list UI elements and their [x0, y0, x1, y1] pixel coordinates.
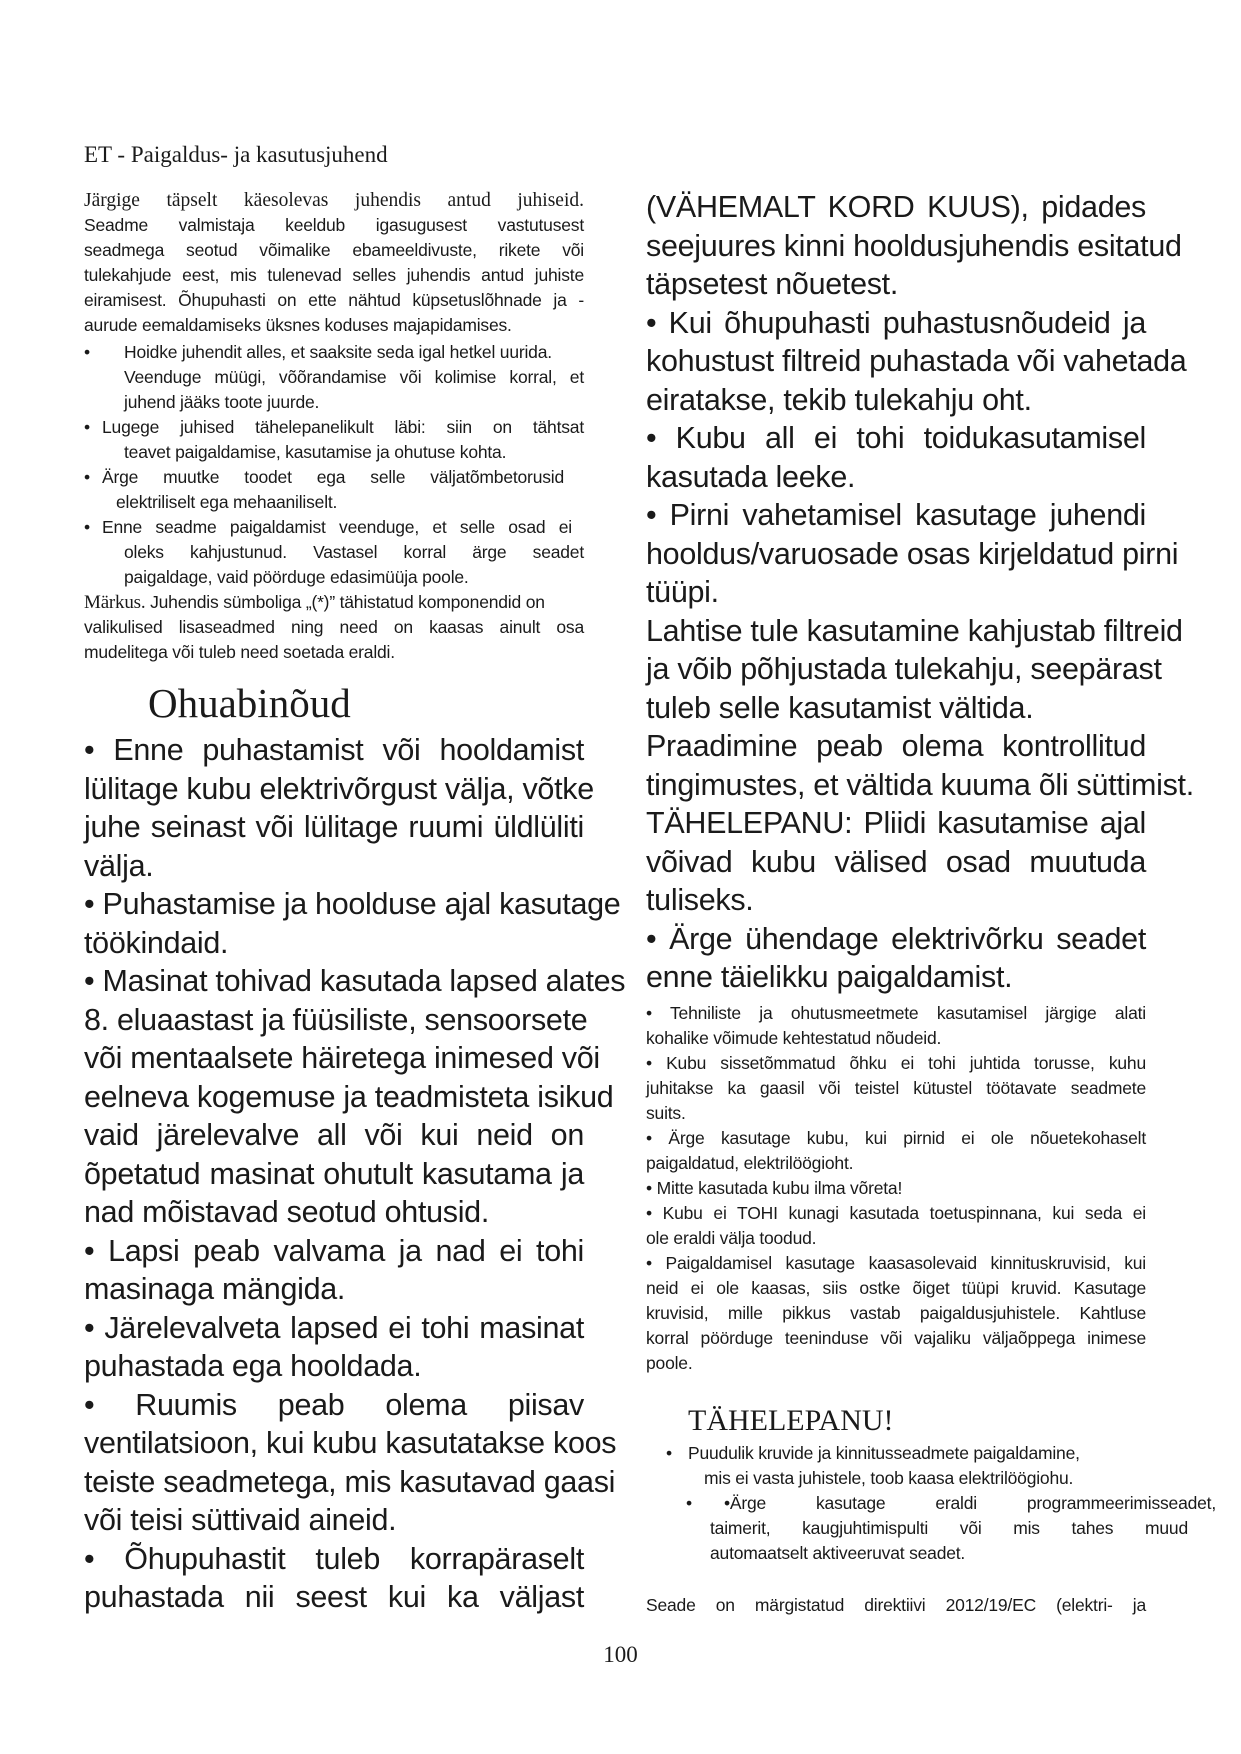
large-line: töökindaid.	[84, 925, 229, 960]
large-line: • Enne puhastamist või hooldamist	[84, 733, 584, 767]
large-line: Praadimine peab olema kontrollitud	[646, 729, 1146, 763]
large-line: • Ärge ühendage elektrivõrku seadet	[646, 921, 1146, 956]
small-line: • Kubu ei TOHI kunagi kasutada toetuspinnana, kui seda ei	[646, 1202, 1146, 1223]
large-line: võivad kubu välised osad muutuda	[646, 844, 1146, 879]
large-line: tingimustes, et vältida kuuma õli süttimist.	[646, 767, 1194, 802]
large-line: lülitage kubu elektrivõrgust välja, võtke	[84, 771, 594, 806]
large-line: kohustust filtreid puhastada või vahetada	[646, 344, 1187, 378]
safety-paragraph	[84, 731, 626, 1617]
bullet-line: elektriliselt ega mehaaniliselt.	[116, 492, 338, 512]
small-bullet-list	[84, 340, 584, 590]
intro-paragraph	[84, 213, 584, 338]
document-header	[84, 140, 388, 170]
large-line: • Kubu all ei tohi toidukasutamisel	[646, 421, 1146, 455]
bullet-line: Lugege juhised tähelepanelikult läbi: siin on tähtsat	[102, 417, 584, 437]
small-bullet-item	[84, 515, 584, 590]
large-line: (VÄHEMALT KORD KUUS), pidades	[646, 190, 1146, 224]
bullet-icon: •	[84, 517, 90, 537]
intro-line: aurude eemaldamiseks üksnes koduses majapidamises.	[84, 315, 512, 335]
section-title: Ohuabinõud	[148, 680, 351, 726]
page-number: 100	[603, 1642, 638, 1667]
warning-line: mis ei vasta juhistele, toob kaasa elektrilöögiohu.	[704, 1467, 1074, 1488]
large-line: masinaga mängida.	[84, 1272, 346, 1306]
large-line: • Kui õhupuhasti puhastusnõudeid ja	[646, 305, 1146, 340]
large-line: või teisi süttivaid aineid.	[84, 1503, 397, 1537]
right-column	[646, 188, 1216, 1618]
large-line: eiratakse, tekib tulekahju oht.	[646, 382, 1032, 417]
right-safety-paragraph	[646, 188, 1194, 997]
note-paragraph	[84, 590, 584, 665]
note-first-line	[84, 590, 584, 615]
large-line: TÄHELEPANU: Pliidi kasutamise ajal	[646, 806, 1146, 840]
bullet-line: oleks kahjustunud. Vastasel korral ärge seadet	[124, 542, 584, 562]
large-line: või mentaalsete häiretega inimesed või	[84, 1041, 600, 1075]
warning-line: taimerit, kaugjuhtimispulti või mis tahes muud	[710, 1517, 1188, 1538]
bullet-line: Veenduge müügi, võõrandamise või kolimise korral, et	[124, 367, 584, 387]
large-line: 8. eluaastast ja füüsiliste, sensoorsete	[84, 1002, 588, 1037]
large-line: seejuures kinni hooldusjuhendis esitatud	[646, 228, 1182, 263]
small-line: juhitakse ka gaasil või teistel kütustel töötavate seadmete	[646, 1077, 1146, 1098]
warning-line: automaatselt aktiveeruvat seadet.	[710, 1542, 966, 1563]
left-column	[84, 188, 626, 1617]
large-line: • Masinat tohivad kasutada lapsed alates	[84, 964, 626, 998]
bullet-icon: •	[666, 1442, 672, 1463]
large-line: nad mõistavad seotud ohtusid.	[84, 1195, 490, 1229]
bullet-line: Hoidke juhendit alles, et saaksite seda igal hetkel uurida.	[124, 342, 552, 362]
large-line: • Lapsi peab valvama ja nad ei tohi	[84, 1233, 584, 1268]
large-line: • Pirni vahetamisel kasutage juhendi	[646, 498, 1146, 532]
bullet-line: Ärge muutke toodet ega selle väljatõmbetorusid	[102, 467, 564, 487]
bullet-icon: •	[686, 1492, 692, 1513]
intro-line: Seadme valmistaja keeldub igasugusest vastutusest	[84, 215, 584, 235]
note-line: Juhendis sümboliga „(*)” tähistatud komponendid on	[150, 592, 545, 612]
bullet-line: Enne seadme paigaldamist veenduge, et selle osad ei	[102, 517, 572, 537]
warning-title: TÄHELEPANU!	[688, 1403, 894, 1437]
large-line: välja.	[84, 848, 154, 883]
bullet-icon: •	[84, 467, 90, 487]
large-line: õpetatud masinat ohutult kasutama ja	[84, 1156, 584, 1191]
small-line: kruvisid, mille pikkus vastab paigaldusjuhistele. Kahtluse	[646, 1302, 1146, 1323]
large-line: Lahtise tule kasutamine kahjustab filtreid	[646, 613, 1183, 648]
small-line: ole eraldi välja toodud.	[646, 1227, 817, 1248]
large-line: teiste seadmetega, mis kasutavad gaasi	[84, 1464, 616, 1499]
large-line: tuliseks.	[646, 883, 754, 917]
small-line: • Paigaldamisel kasutage kaasasolevaid kinnituskruvisid, kui	[646, 1252, 1146, 1273]
small-line: suits.	[646, 1102, 686, 1123]
note-line: mudelitega või tuleb need soetada eraldi.	[84, 642, 395, 662]
small-line: kohalike võimude kehtestatud nõudeid.	[646, 1027, 942, 1048]
large-line: ja võib põhjustada tulekahju, seepärast	[646, 652, 1162, 686]
bullet-line: paigaldage, vaid pöörduge edasimüüja poole.	[124, 567, 469, 587]
small-line: paigaldatud, elektrilöögioht.	[646, 1152, 854, 1173]
small-line: poole.	[646, 1352, 693, 1373]
intro-line: tulekahjude eest, mis tulenevad selles juhendis antud juhiste	[84, 265, 584, 285]
small-bullet-item	[84, 465, 584, 515]
small-line: • Mitte kasutada kubu ilma võreta!	[646, 1177, 903, 1198]
bullet-line: teavet paigaldamise, kasutamise ja ohutuse kohta.	[124, 442, 507, 462]
large-line: • Ruumis peab olema piisav	[84, 1387, 584, 1422]
intro-serif: Järgige täpselt käesolevas juhendis antud juhiseid.	[84, 190, 584, 211]
final-line: Seade on märgistatud direktiivi 2012/19/EC (elektri- ja	[646, 1594, 1146, 1615]
warning-line: •Ärge kasutage eraldi programmeerimisseadet,	[724, 1492, 1216, 1513]
warning-item	[646, 1491, 1216, 1566]
intro-line: seadmega seotud võimalike ebameeldivuste, rikete või	[84, 240, 584, 260]
large-line: hooldus/varuosade osas kirjeldatud pirni	[646, 536, 1179, 571]
small-line: • Kubu sissetõmmatud õhku ei tohi juhtida torusse, kuhu	[646, 1052, 1146, 1073]
large-line: • Puhastamise ja hoolduse ajal kasutage	[84, 887, 621, 921]
large-line: eelneva kogemuse ja teadmisteta isikud	[84, 1079, 614, 1114]
small-bullet-item	[84, 340, 584, 415]
large-line: tuleb selle kasutamist vältida.	[646, 690, 1034, 725]
warning-line: Puudulik kruvide ja kinnitusseadmete paigaldamine,	[688, 1442, 1080, 1463]
small-line: • Ärge kasutage kubu, kui pirnid ei ole nõuetekohaselt	[646, 1127, 1146, 1148]
large-line: puhastada nii seest kui ka väljast	[84, 1580, 584, 1614]
large-line: • Õhupuhastit tuleb korrapäraselt	[84, 1541, 584, 1576]
large-line: tüüpi.	[646, 575, 719, 609]
header-title: ET - Paigaldus- ja kasutusjuhend	[84, 142, 388, 167]
bullet-icon: •	[84, 342, 90, 362]
large-line: täpsetest nõuetest.	[646, 267, 899, 301]
bullet-icon: •	[84, 417, 90, 437]
small-line: neid ei ole kaasas, siis ostke õiget tüüpi kruvid. Kasutage	[646, 1277, 1146, 1298]
large-line: vaid järelevalve all või kui neid on	[84, 1118, 584, 1152]
large-line: enne täielikku paigaldamist.	[646, 960, 1013, 994]
right-small-paragraph	[646, 1001, 1146, 1376]
note-line: valikulised lisaseadmed ning need on kaasas ainult osa	[84, 617, 584, 637]
large-line: kasutada leeke.	[646, 459, 856, 494]
small-line: korral pöörduge teeninduse või vajaliku väljaõppega inimese	[646, 1327, 1146, 1348]
small-line: • Tehniliste ja ohutusmeetmete kasutamisel järgige alati	[646, 1002, 1146, 1023]
warning-item	[646, 1441, 1146, 1491]
bullet-line: juhend jääks toote juurde.	[124, 392, 320, 412]
small-bullet-item	[84, 415, 584, 465]
warning-list	[646, 1441, 1216, 1566]
intro-line: eiramisest. Õhupuhasti on ette nähtud küpsetuslõhnade ja -	[84, 290, 584, 310]
large-line: • Järelevalveta lapsed ei tohi masinat	[84, 1310, 584, 1345]
large-line: puhastada ega hooldada.	[84, 1349, 422, 1383]
note-label: Märkus.	[84, 592, 146, 613]
large-line: ventilatsioon, kui kubu kasutatakse koos	[84, 1426, 617, 1460]
large-line: juhe seinast või lülitage ruumi üldlüliti	[84, 810, 584, 844]
